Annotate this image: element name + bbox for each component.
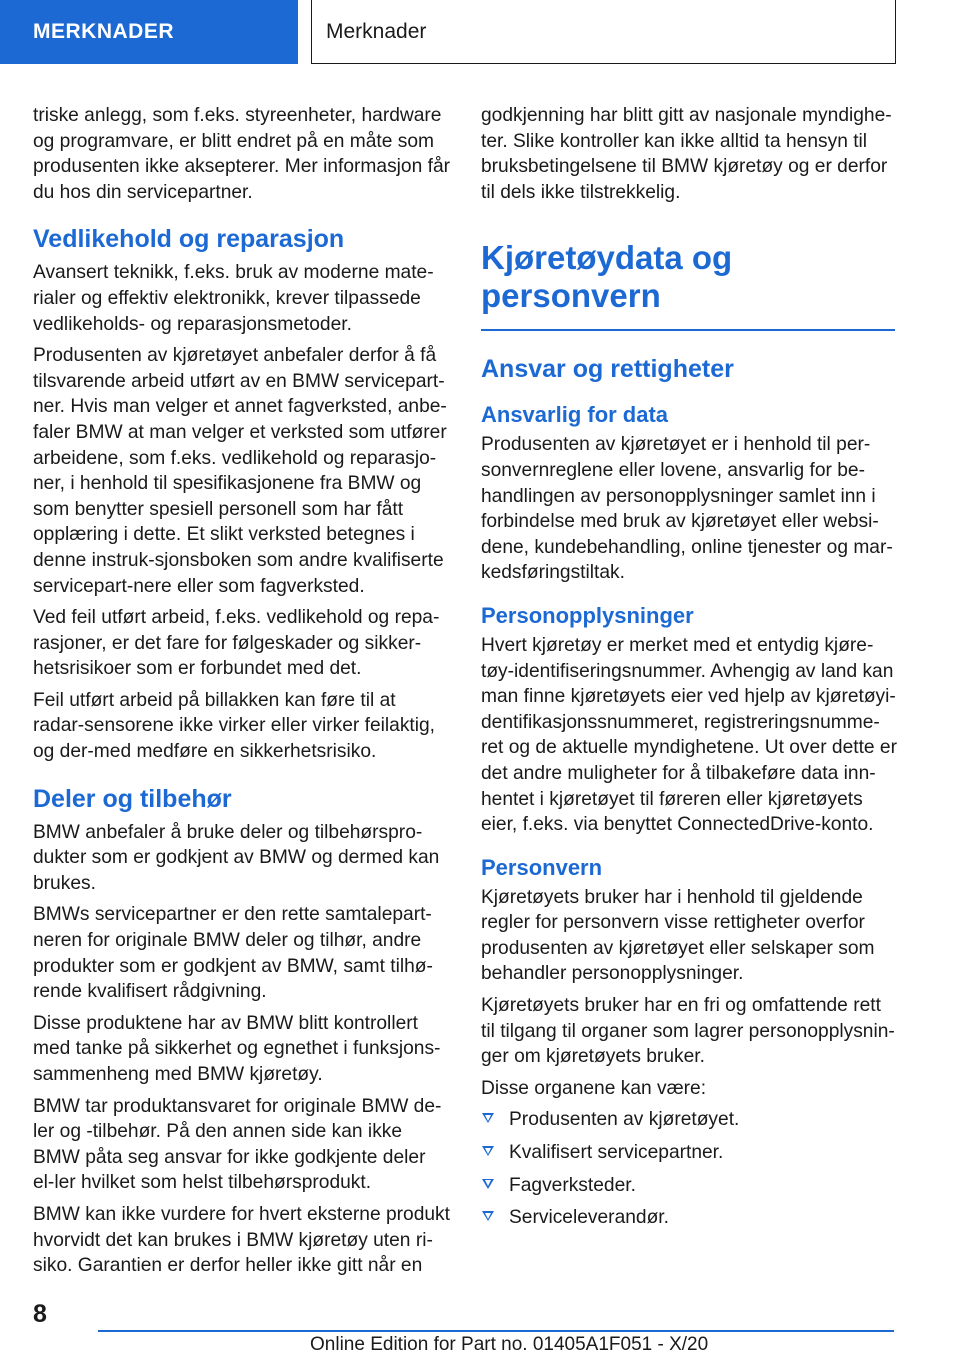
- list-item: [481, 1107, 899, 1133]
- list-item: [481, 1140, 899, 1166]
- paragraph: Kjøretøyets bruker har en fri og omfattende rett til tilgang til organer som lagrer personopplysnin-ger om kjøretøyets bruker.: [481, 995, 895, 1068]
- list-item-label: Produsenten av kjøretøyet.: [509, 1109, 740, 1131]
- page-number: 8: [33, 1300, 47, 1328]
- heading-deler: Deler og tilbehør: [33, 784, 232, 813]
- right-column: [481, 103, 899, 1238]
- list-item: [481, 1205, 899, 1231]
- footer-edition: Online Edition for Part no. 01405A1F051 - X/20: [310, 1334, 709, 1355]
- triangle-bullet-icon: [482, 1179, 494, 1189]
- paragraph: BMW tar produktansvaret for originale BMW de-ler og -tilbehør. På den annen side kan ikke BMW påta seg ansvar for ikke godkjente deler el-ler hvilket som helst tilbehørsprodukt.: [33, 1095, 442, 1194]
- heading-ansvar: Ansvar og rettigheter: [481, 355, 734, 384]
- paragraph: Disse produktene har av BMW blitt kontrollert med tanke på sikkerhet og egnethet i funksjons-sammenheng med BMW kjøretøy.: [33, 1012, 441, 1085]
- paragraph: Avansert teknikk, f.eks. bruk av moderne mate-rialer og effektiv elektronikk, krever tilpassede vedlikeholds- og reparasjonsmetoder.: [33, 262, 434, 335]
- triangle-bullet-icon: [482, 1211, 494, 1221]
- heading-personvern: Personvern: [481, 854, 603, 880]
- triangle-bullet-icon: [482, 1113, 494, 1123]
- list-item-label: Serviceleverandør.: [509, 1207, 669, 1229]
- paragraph: Produsenten av kjøretøyet anbefaler derfor å få tilsvarende arbeid utført av en BMW servicepart-ner. Hvis man velger et annet fagverksted, anbe-faler BMW at man velger et verksted som utfører arbeidene, som f.eks. vedlikehold og reparasjo-ner, i henhold til spesifikasjonene fra BMW og som benytter spesiell personell som har fått opplæring i dette. Et slikt verksted betegnes i denne instruk-sjonsboken som andre kvalifiserte servicepart-nere eller som fagverksted.: [33, 345, 447, 597]
- section-tab: MERKNADER: [0, 0, 298, 64]
- paragraph: Feil utført arbeid på billakken kan føre til at radar-sensorene ikke virker eller virker feilaktig, og der-med medføre en sikkerhetsrisiko.: [33, 689, 436, 763]
- list-item-label: Fagverksteder.: [509, 1174, 636, 1196]
- list-item: [481, 1173, 899, 1199]
- paragraph: Ved feil utført arbeid, f.eks. vedlikehold og repa-rasjoner, er det fare for følgeskader og sikker-hetsrisikoer som er forbundet med det.: [33, 607, 440, 680]
- footer-rule: [98, 1330, 894, 1332]
- heading-vedlikehold: Vedlikehold og reparasjon: [33, 225, 345, 254]
- section-title: [311, 0, 896, 64]
- paragraph: BMW anbefaler å bruke deler og tilbehørspro-dukter som er godkjent av BMW og dermed kan brukes.: [33, 821, 440, 894]
- paragraph: Hvert kjøretøy er merket med et entydig kjøre-tøy-identifiseringsnummer. Avhengig av land kan man finne kjøretøyets eier ved hjelp av kjøretøyi-dentifikasjonssnummeret, registreringsnumme-ret og de aktuelle myndighetene. Ut over dette er det andre muligheter for å tilbakeføre data inn-hentet i kjøretøyet til føreren eller kjøretøyets eier, f.eks. via benyttet ConnectedDrive-konto.: [481, 634, 897, 836]
- heading-rule: [481, 329, 895, 331]
- heading-ansvarlig: Ansvarlig for data: [481, 402, 669, 428]
- paragraph: godkjenning har blitt gitt av nasjonale myndighe-ter. Slike kontroller kan ikke alltid ta hensyn til bruksbetingelsene til BMW kjøretøy og er derfor til dels ikke tilstrekkelig.: [481, 105, 892, 203]
- paragraph: BMW kan ikke vurdere for hvert eksterne produkt hvorvidt det kan brukes i BMW kjøretøy uten ri-siko. Garantien er derfor heller ikke gitt når en: [33, 1203, 450, 1277]
- paragraph: Kjøretøyets bruker har i henhold til gjeldende regler for personvern visse rettigheter overfor produsenten av kjøretøyet eller selskaper som behandler personopplysninger.: [481, 886, 875, 985]
- paragraph: Produsenten av kjøretøyet er i henhold til per-sonvernreglene eller lovene, ansvarlig for be-handlingen av personopplysninger samlet inn i forbindelse med bruk av kjøretøyet eller websi-dene, kundebehandling, online tjenester og mar-kedsføringstiltak.: [481, 434, 893, 584]
- paragraph: BMWs servicepartner er den rette samtalepart-neren for originale BMW deler og tilhør, andre produkter som er godkjent av BMW, samt tilhø-rende kvalifisert rådgivning.: [33, 904, 433, 1003]
- section-title-text: Merknader: [326, 19, 427, 43]
- paragraph: triske anlegg, som f.eks. styreenheter, hardware og programvare, er blitt endret på en måte som produsenten ikke aksepterer. Mer informasjon får du hos din servicepartner.: [33, 105, 450, 203]
- list-item-label: Kvalifisert servicepartner.: [509, 1142, 724, 1164]
- paragraph: Disse organene kan være:: [481, 1077, 707, 1099]
- left-column: [33, 103, 451, 1285]
- bullet-list: [481, 1107, 899, 1230]
- triangle-bullet-icon: [482, 1146, 494, 1156]
- heading-kjoretoydata: Kjøretøydata og personvern: [481, 239, 733, 315]
- heading-personopplysninger: Personopplysninger: [481, 602, 694, 628]
